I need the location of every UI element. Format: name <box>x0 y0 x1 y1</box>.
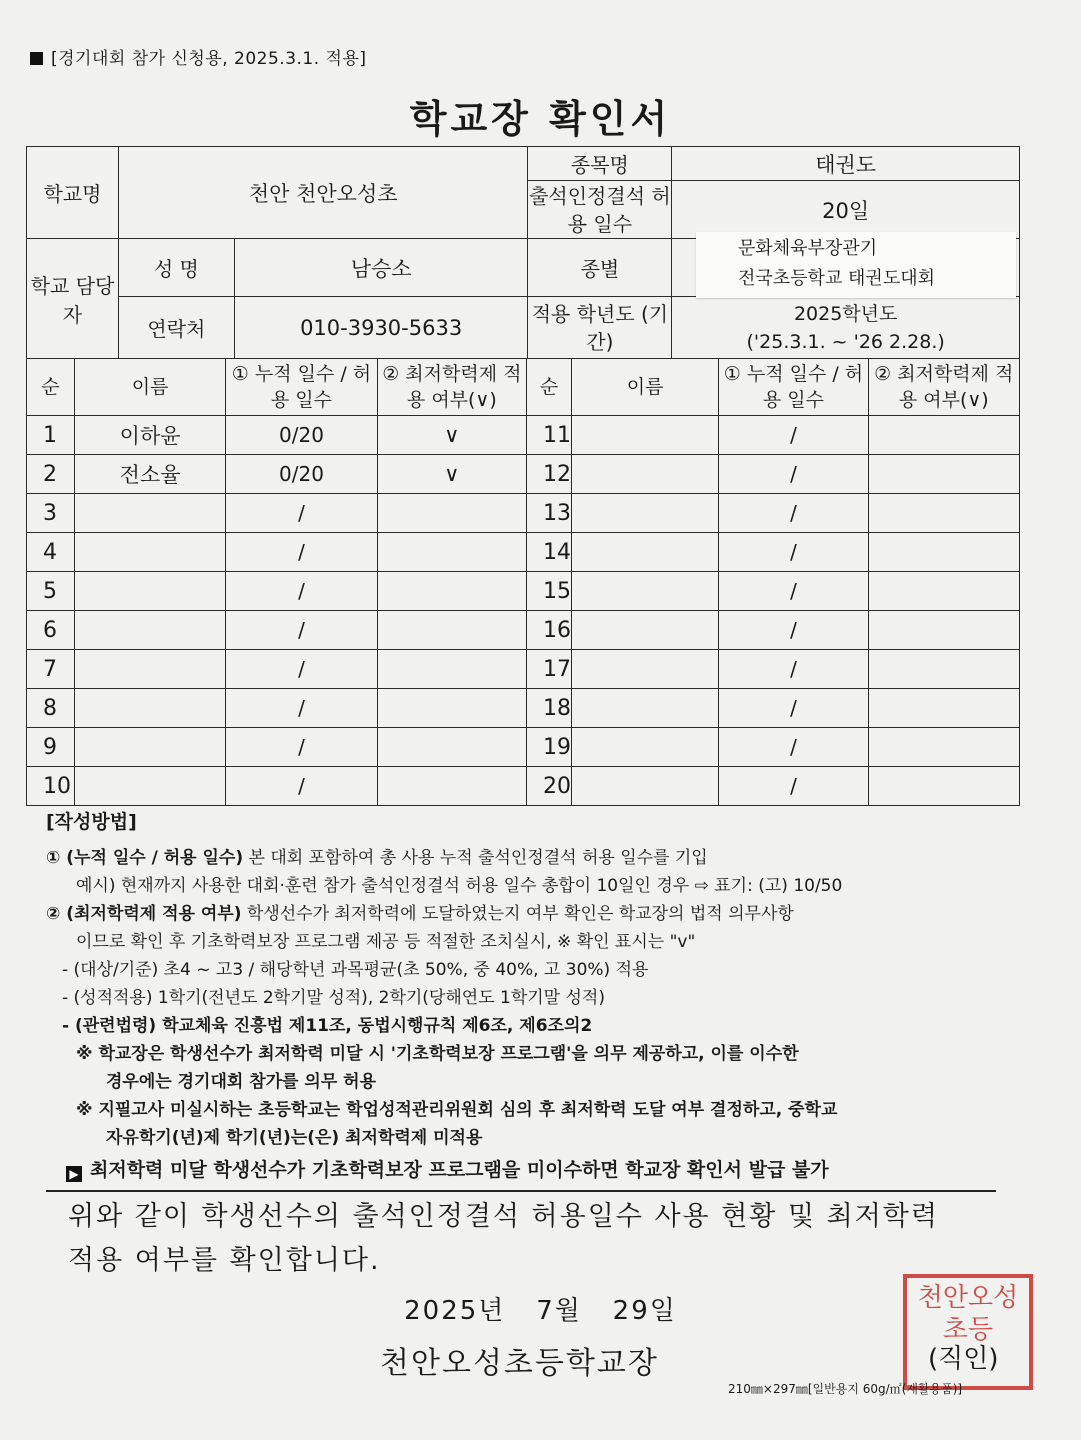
event-line-1: 문화체육부장관기 <box>738 238 878 259</box>
method-note-1a: ※ 학교장은 학생선수가 최저학력 미달 시 '기초학력보장 프로그램'을 의무 제공하고, 이를 이수한 <box>76 1044 799 1064</box>
days-count: / <box>719 416 868 455</box>
contact-value: 010-3930-5633 <box>234 297 528 359</box>
method-sub-1: - (대상/기준) 초4 ~ 고3 / 해당학년 과목평균(초 50%, 중 40%, 고 30%) 적용 <box>62 960 649 980</box>
header-min: ② 최저학력제 적용 여부(∨) <box>377 359 526 416</box>
method-item-1-example: 예시) 현재까지 사용한 대회·훈련 참가 출석인정결석 허용 일수 총합이 10일인 경우 ⇨ 표기: (고) 10/50 <box>76 876 843 896</box>
row-number: 16 <box>527 611 572 650</box>
warning-line <box>46 1152 996 1192</box>
confirm-line-1: 위와 같이 학생선수의 출석인정결석 허용일수 사용 현황 및 최저학력 <box>68 1201 939 1232</box>
staff-label: 학교 담당자 <box>27 239 119 359</box>
principal-name: 천안오성초등학교장 <box>380 1346 659 1381</box>
min-achievement-check <box>377 728 526 767</box>
square-bullet-icon <box>30 52 43 65</box>
min-achievement-check <box>868 455 1019 494</box>
days-count: / <box>719 572 868 611</box>
days-count: / <box>719 689 868 728</box>
days-count: / <box>226 767 377 806</box>
sport-value: 태권도 <box>672 147 1020 181</box>
form-note-text: [경기대회 참가 신청용, 2025.3.1. 적용] <box>51 49 367 69</box>
method-item-2-lead: ② (최저학력제 적용 여부) <box>46 904 242 924</box>
row-number: 5 <box>27 572 75 611</box>
min-achievement-check <box>868 767 1019 806</box>
confirmation-text <box>68 1195 1018 1283</box>
method-sub-3: - (관련법령) 학교체육 진흥법 제11조, 동법시행규칙 제6조, 제6조의2 <box>62 1016 593 1036</box>
student-name <box>572 494 719 533</box>
method-item-1-text: 본 대회 포함하여 총 사용 누적 출석인정결석 허용 일수를 기입 <box>243 848 708 868</box>
table-row <box>27 572 1020 611</box>
min-achievement-check <box>377 611 526 650</box>
row-number: 3 <box>27 494 75 533</box>
row-number: 13 <box>527 494 572 533</box>
student-name <box>74 767 225 806</box>
confirm-line-2: 적용 여부를 확인합니다. <box>68 1245 381 1276</box>
name-value: 남승소 <box>234 239 528 297</box>
header-no: 순 <box>27 359 75 416</box>
row-number: 9 <box>27 728 75 767</box>
seal-note: (직인) <box>928 1344 999 1374</box>
days-count: / <box>719 611 868 650</box>
method-item-2-cont: 이므로 확인 후 기초학력보장 프로그램 제공 등 적절한 조치실시, ※ 확인 표시는 "v" <box>76 932 696 952</box>
table-row <box>27 767 1020 806</box>
sport-label: 종목명 <box>528 147 672 181</box>
min-achievement-check <box>868 494 1019 533</box>
row-number: 10 <box>27 767 75 806</box>
days-count: / <box>719 728 868 767</box>
method-item-2-text: 학생선수가 최저학력에 도달하였는지 여부 확인은 학교장의 법적 의무사항 <box>241 904 794 924</box>
event-line-2: 전국초등학교 태권도대회 <box>738 268 935 289</box>
paper-spec: 210㎜×297㎜[일반용지 60g/㎡(재활용품)] <box>728 1382 963 1396</box>
header-no: 순 <box>527 359 572 416</box>
min-achievement-check: ∨ <box>377 455 526 494</box>
min-achievement-check <box>868 533 1019 572</box>
days-count: / <box>719 650 868 689</box>
row-number: 8 <box>27 689 75 728</box>
student-name: 이하윤 <box>74 416 225 455</box>
student-name <box>572 767 719 806</box>
student-table <box>26 358 1020 806</box>
student-name <box>572 533 719 572</box>
min-achievement-check <box>377 767 526 806</box>
days-count: / <box>719 767 868 806</box>
table-row <box>27 416 1020 455</box>
document-title: 학교장 확인서 <box>409 97 672 141</box>
row-number: 14 <box>527 533 572 572</box>
min-achievement-check <box>377 533 526 572</box>
days-count: / <box>226 572 377 611</box>
days-count: / <box>719 455 868 494</box>
method-item-1 <box>46 844 1026 872</box>
row-number: 18 <box>527 689 572 728</box>
min-achievement-check: ∨ <box>377 416 526 455</box>
header-name: 이름 <box>572 359 719 416</box>
min-achievement-check <box>868 416 1019 455</box>
row-number: 20 <box>527 767 572 806</box>
min-achievement-check <box>868 572 1019 611</box>
row-number: 11 <box>527 416 572 455</box>
table-row <box>27 728 1020 767</box>
row-number: 19 <box>527 728 572 767</box>
min-achievement-check <box>868 611 1019 650</box>
student-name <box>74 494 225 533</box>
row-number: 2 <box>27 455 75 494</box>
header-min: ② 최저학력제 적용 여부(∨) <box>868 359 1019 416</box>
row-number: 7 <box>27 650 75 689</box>
days-count: / <box>226 533 377 572</box>
row-number: 1 <box>27 416 75 455</box>
header-days: ① 누적 일수 / 허용 일수 <box>719 359 868 416</box>
year-value: 2025학년도 <box>793 302 898 325</box>
arrow-right-icon: ▶ <box>66 1166 82 1182</box>
student-name <box>572 416 719 455</box>
contact-label: 연락처 <box>118 297 234 359</box>
days-count: / <box>226 650 377 689</box>
student-name <box>74 533 225 572</box>
student-name <box>572 455 719 494</box>
method-item-2 <box>46 900 1026 928</box>
issue-date: 2025년 7월 29일 <box>404 1296 677 1326</box>
table-row <box>27 533 1020 572</box>
table-row <box>27 650 1020 689</box>
student-name <box>74 650 225 689</box>
min-achievement-check <box>868 728 1019 767</box>
school-label: 학교명 <box>27 147 119 239</box>
header-days: ① 누적 일수 / 허용 일수 <box>226 359 377 416</box>
row-number: 12 <box>527 455 572 494</box>
student-name <box>572 650 719 689</box>
header-name: 이름 <box>74 359 225 416</box>
days-count: / <box>719 494 868 533</box>
student-name <box>572 689 719 728</box>
method-note-1b: 경우에는 경기대회 참가를 의무 허용 <box>106 1072 377 1092</box>
days-count: / <box>226 728 377 767</box>
allowed-days-label: 출석인정결석 허용 일수 <box>528 181 672 239</box>
event-label: 종별 <box>528 239 672 297</box>
student-name <box>74 611 225 650</box>
table-row <box>27 494 1020 533</box>
min-achievement-check <box>377 650 526 689</box>
days-count: 0/20 <box>226 455 377 494</box>
student-name <box>74 689 225 728</box>
min-achievement-check <box>868 689 1019 728</box>
warning-text: 최저학력 미달 학생선수가 기초학력보장 프로그램을 미이수하면 학교장 확인서 발급 불가 <box>90 1159 829 1181</box>
method-title: [작성방법] <box>46 811 137 833</box>
days-count: / <box>226 689 377 728</box>
min-achievement-check <box>377 494 526 533</box>
name-label: 성 명 <box>118 239 234 297</box>
student-name <box>572 572 719 611</box>
table-row <box>27 455 1020 494</box>
days-count: / <box>226 494 377 533</box>
allowed-days-value: 20일 <box>672 181 1020 239</box>
method-note-2a: ※ 지필고사 미실시하는 초등학교는 학업성적관리위원회 심의 후 최저학력 도달 여부 결정하고, 중학교 <box>76 1100 838 1120</box>
method-sub-2: - (성적적용) 1학기(전년도 2학기말 성적), 2학기(당해연도 1학기말 성적) <box>62 988 605 1008</box>
days-count: / <box>226 611 377 650</box>
student-name <box>74 728 225 767</box>
year-label: 적용 학년도 (기간) <box>528 297 672 359</box>
min-achievement-check <box>377 572 526 611</box>
year-value-cell <box>672 297 1020 359</box>
table-header-row <box>27 359 1020 416</box>
row-number: 4 <box>27 533 75 572</box>
event-sticker <box>696 232 1016 298</box>
writing-method <box>46 808 1026 1192</box>
row-number: 17 <box>527 650 572 689</box>
method-item-1-lead: ① (누적 일수 / 허용 일수) <box>46 848 244 868</box>
table-row <box>27 611 1020 650</box>
student-name <box>572 611 719 650</box>
days-count: / <box>719 533 868 572</box>
row-number: 15 <box>527 572 572 611</box>
row-number: 6 <box>27 611 75 650</box>
seal-text: 천안오성초등 <box>917 1283 1019 1345</box>
student-name <box>74 572 225 611</box>
school-value: 천안 천안오성초 <box>118 147 528 239</box>
min-achievement-check <box>377 689 526 728</box>
table-row <box>27 689 1020 728</box>
min-achievement-check <box>868 650 1019 689</box>
days-count: 0/20 <box>226 416 377 455</box>
form-note <box>30 44 367 69</box>
student-name: 전소율 <box>74 455 225 494</box>
year-period: ('25.3.1. ~ '26 2.28.) <box>746 330 945 353</box>
student-name <box>572 728 719 767</box>
method-note-2b: 자유학기(년)제 학기(년)는(은) 최저학력제 미적용 <box>106 1128 483 1148</box>
